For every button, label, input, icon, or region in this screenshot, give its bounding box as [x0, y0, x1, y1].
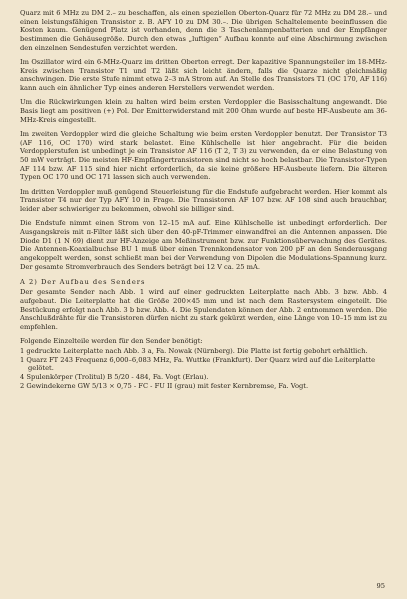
paragraph-intro: Quarz mit 6 MHz zu DM 2.– zu beschaffen, als einen speziellen Oberton-Quarz für 72 MHz zu DM 28.– und einen leistungsfähigen Transistor z. B. AFY 10 zu DM 30.–. Die übrigen Schaltelemente beeinflussen die Kosten kaum. Genügend Platz ist vorhanden, denn die 3 Taschenlampenbatterien und der Empfänger bestimmen die Gehäusegröße. Durch den etwas „luftigen“ Aufbau konnte auf eine Abschirmung zwischen den einzelnen Sendestufen verzichtet werden.: [20, 9, 387, 52]
parts-list: [20, 347, 387, 391]
paragraph-erster-verdoppler: Um die Rückwirkungen klein zu halten wird beim ersten Verdoppler die Basisschaltung angewandt. Die Basis liegt am positiven (+) Pol. Der Emitterwiderstand mit 200 Ohm wurde auf beste HF-Ausbeute am 36-MHz-Kreis eingestellt.: [20, 98, 387, 124]
list-item: 1 gedruckte Leiterplatte nach Abb. 3 a, Fa. Nowak (Nürnberg). Die Platte ist fertig gebohrt erhältlich.: [20, 346, 368, 355]
paragraph-oszillator: Im Oszillator wird ein 6-MHz-Quarz im dritten Oberton erregt. Der kapazitive Spannungsteiler im 18-MHz-Kreis zwischen Transistor T1 und T2 läßt sich leicht ändern, falls die Quarze nicht gleichmäßig anschwingen. Die erste Stufe nimmt etwa 2–3 mA Strom auf. An Stelle des Transistors T1 (OC 170, AF 116) kann auch ein ähnlicher Typ eines anderen Herstellers verwendet werden.: [20, 58, 387, 93]
list-item: 2 Gewindekerne GW 5/13 × 0,75 - FC - FU II (grau) mit fester Kernbremse, Fa. Vogt.: [20, 381, 309, 390]
list-item: 4 Spulenkörper (Trolitul) B 5/20 - 484, Fa. Vogt (Erlau).: [20, 373, 209, 382]
paragraph-einzelteile: Folgende Einzelteile werden für den Sender benötigt:: [20, 337, 203, 346]
list-item: 1 Quarz FT 243 Frequenz 6,000–6,083 MHz, Fa. Wuttke (Frankfurt). Der Quarz wird auf die Leiterplatte gelötet.: [20, 355, 376, 373]
section-heading: A 2) Der Aufbau des Senders: [20, 278, 146, 287]
paragraph-aufbau: Der gesamte Sender nach Abb. 1 wird auf einer gedruckten Leiterplatte nach Abb. 3 bzw. Abb. 4 aufgebaut. Die Leiterplatte hat die Größe 200×45 mm und ist nach dem Rastersystem eingeteilt. Die Bestückung erfolgt nach Abb. 3 b bzw. Abb. 4. Die Spulendaten können der Abb. 2 entnommen werden. Die Anschlußdrähte für die Transistoren dürfen nicht zu stark gekürzt werden, eine Länge von 10–15 mm ist zu empfehlen.: [20, 288, 387, 331]
paragraph-zweiter-verdoppler: Im zweiten Verdoppler wird die gleiche Schaltung wie beim ersten Verdoppler benutzt. Der Transistor T3 (AF 116, OC 170) wird stark belastet. Eine Kühlschelle ist hier angebracht. Für die beiden Verdopplerstufen ist unbedingt je ein Transistor AF 116 (T 2, T 3) zu verwenden, da er eine Belastung von 50 mW verträgt. Die meisten HF-Empfängertransistoren sind nicht so hoch belastbar. Die Transistor-Typen AF 114 bzw. AF 115 sind hier nicht erforderlich, da sie keine größere HF-Ausbeute liefern. Die älteren Typen OC 170 und OC 171 lassen sich auch verwenden.: [20, 129, 387, 182]
paragraph-dritter-verdoppler: Im dritten Verdoppler muß genügend Steuerleistung für die Endstufe aufgebracht werden. Hier kommt als Transistor T4 nur der Typ AFY 10 in Frage. Die Transistoren AF 107 bzw. AF 108 sind auch brauchbar, leider aber schwieriger zu bekommen, obwohl sie billiger sind.: [20, 187, 387, 214]
page-number: 95: [376, 582, 385, 590]
paragraph-endstufe: Die Endstufe nimmt einen Strom von 12–15 mA auf. Eine Kühlschelle ist unbedingt erforderlich. Der Ausgangskreis mit π-Filter läßt sich über den 40-pF-Trimmer einwandfrei an die Antennen anpassen. Die Diode D1 (1 N 69) dient zur HF-Anzeige am Meßinstrument bzw. zur Funktionsüberwachung des Gerätes. Die Antennen-Koaxialbuchse BU 1 muß über einen Trennkondensator von 200 pF an den Senderausgang angekoppelt werden, sonst schließt man bei der Verwendung von Dipolen die Modulations-Spannung kurz. Der gesamte Stromverbrauch des Senders beträgt bei 12 V ca. 25 mA.: [20, 219, 387, 271]
